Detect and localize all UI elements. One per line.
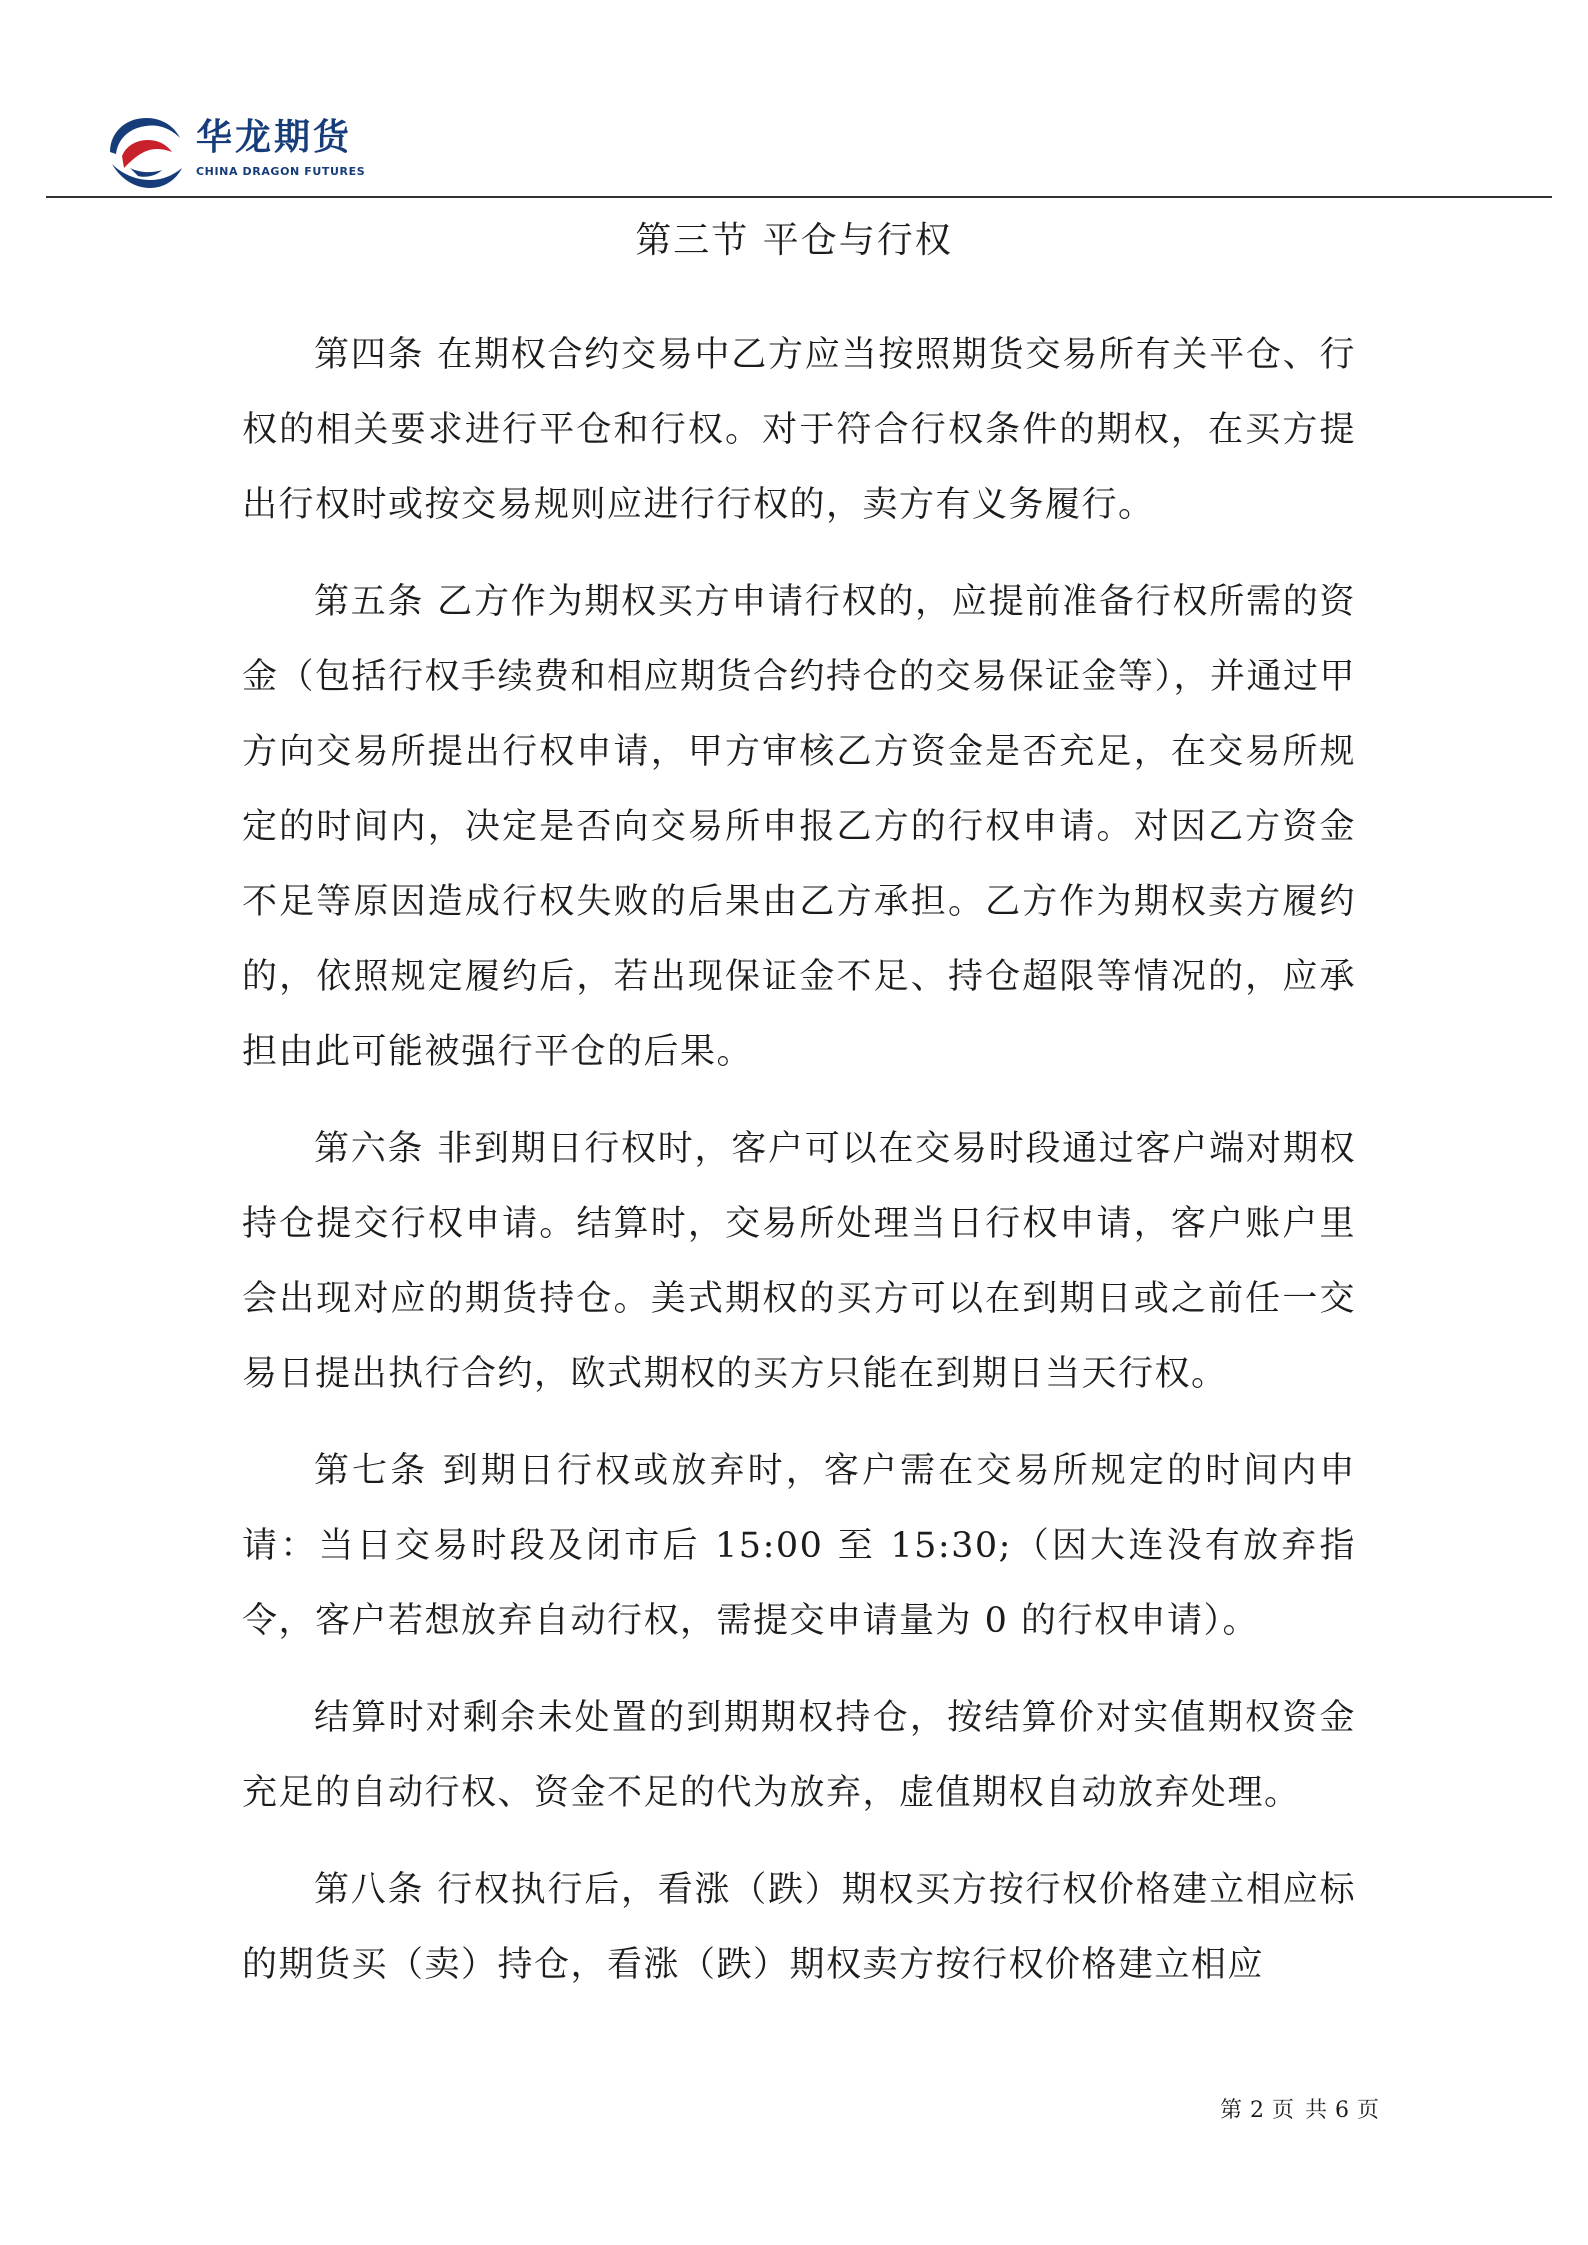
footer-current-page: 2 [1250,2098,1267,2123]
article-5-paragraph: 第五条 乙方作为期权买方申请行权的，应提前准备行权所需的资金（包括行权手续费和相应期货合约持仓的交易保证金等），并通过甲方向交易所提出行权申请，甲方审核乙方资金是否充足，在交易所规定的时间内，决定是否向交易所申报乙方的行权申请。对因乙方资金不足等原因造成行权失败的后果由乙方承担。乙方作为期权卖方履约的，依照规定履约后，若出现保证金不足、持仓超限等情况的，应承担由此可能被强行平仓的后果。 [242,582,1357,1072]
logo-english-name: CHINA DRAGON FUTURES [196,165,366,178]
article-6-paragraph: 第六条 非到期日行权时，客户可以在交易时段通过客户端对期权持仓提交行权申请。结算时，交易所处理当日行权申请，客户账户里会出现对应的期货持仓。美式期权的买方可以在到期日或之前任一交易日提出执行合约，欧式期权的买方只能在到期日当天行权。 [242,1129,1356,1394]
page-number-footer [1220,2096,1420,2126]
footer-prefix: 第 [1220,2098,1245,2123]
dragon-logo-icon [104,112,184,192]
footer-total-pages: 6 [1335,2098,1352,2123]
article-4-paragraph: 第四条 在期权合约交易中乙方应当按照期货交易所有关平仓、行权的相关要求进行平仓和行权。对于符合行权条件的期权，在买方提出行权时或按交易规则应进行行权的，卖方有义务履行。 [242,335,1356,525]
document-body [242,318,1356,2025]
footer-suffix: 页 [1357,2098,1382,2123]
article-8-paragraph: 第八条 行权执行后，看涨（跌）期权买方按行权价格建立相应标的期货买（卖）持仓，看涨（跌）期权卖方按行权价格建立相应 [242,1870,1356,1985]
footer-mid: 页 共 [1272,2098,1330,2123]
settlement-paragraph: 结算时对剩余未处置的到期期权持仓，按结算价对实值期权资金充足的自动行权、资金不足的代为放弃，虚值期权自动放弃处理。 [242,1698,1356,1813]
logo-chinese-name: 华龙期货 [196,117,353,158]
document-header [104,112,564,196]
header-divider [46,196,1552,198]
article-7-paragraph: 第七条 到期日行权或放弃时，客户需在交易所规定的时间内申请：当日交易时段及闭市后 15:00 至 15:30;（因大连没有放弃指令，客户若想放弃自动行权，需提交申请量为 0 的行权申请）。 [242,1451,1356,1641]
section-title: 第三节 平仓与行权 [635,220,953,261]
